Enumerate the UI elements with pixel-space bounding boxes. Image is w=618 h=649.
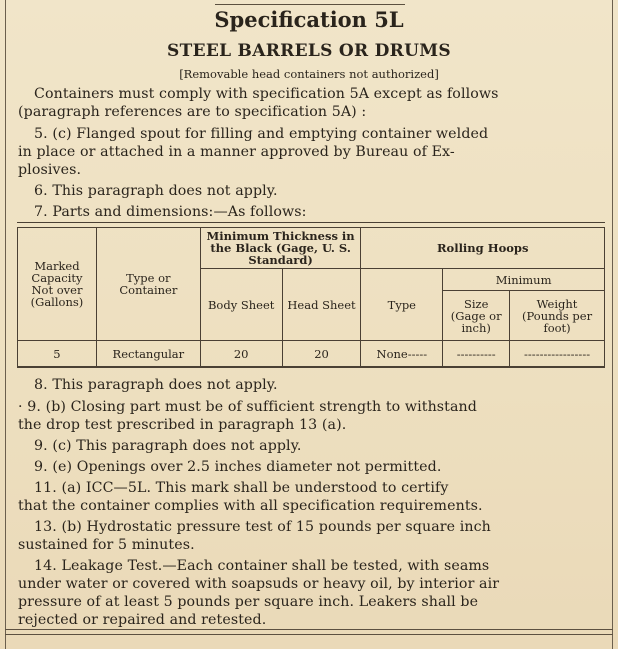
- paragraph-9e: 9. (e) Openings over 2.5 inches diameter not permitted.: [34, 459, 442, 475]
- paragraph-5c-line-1: 5. (c) Flanged spout for filling and emptying container welded: [34, 126, 489, 142]
- dimensions-table: [17, 227, 605, 367]
- paragraph-11a-line-2: that the container complies with all specification requirements.: [18, 498, 483, 514]
- paragraph-5c-line-3: plosives.: [18, 162, 82, 178]
- paragraph-13b-line-2: sustained for 5 minutes.: [18, 537, 195, 553]
- paragraph-8: 8. This paragraph does not apply.: [34, 377, 278, 393]
- paragraph-14-line-2: under water or covered with soapsuds or heavy oil, by interior air: [18, 576, 500, 592]
- header-weight: Weight (Pounds per foot): [510, 291, 605, 341]
- cell-head-sheet: 20: [282, 341, 361, 367]
- table-top-rule: [17, 222, 605, 223]
- paragraph-11a-line-1: 11. (a) ICC—5L. This mark shall be understood to certify: [34, 480, 449, 496]
- paragraph-5c-line-2: in place or attached in a manner approved by Bureau of Ex-: [18, 144, 455, 160]
- paragraph-9b-line-2: the drop test prescribed in paragraph 13 (a).: [18, 417, 347, 433]
- right-border-rule: [612, 0, 613, 649]
- cell-hoop-type: None-----: [361, 341, 443, 367]
- table-bottom-rule: [17, 366, 605, 368]
- header-type-container: Type or Container: [96, 228, 200, 341]
- title-rule: [215, 4, 405, 5]
- left-border-rule: [5, 0, 6, 649]
- header-capacity: Marked Capacity Not over (Gallons): [18, 228, 97, 341]
- header-hoop-type: Type: [361, 269, 443, 341]
- intro-line-1: Containers must comply with specification 5A except as follows: [34, 86, 499, 102]
- bottom-border-rule-1: [5, 629, 613, 630]
- header-rolling-hoops: Rolling Hoops: [361, 228, 605, 269]
- cell-weight: -----------------: [510, 341, 605, 367]
- bottom-border-rule-2: [5, 634, 613, 635]
- table-row: [18, 341, 605, 367]
- cell-size: ----------: [443, 341, 510, 367]
- header-head-sheet: Head Sheet: [282, 269, 361, 341]
- header-minimum: Minimum: [443, 269, 605, 291]
- header-min-thickness: Minimum Thickness in the Black (Gage, U. S. Standard): [200, 228, 361, 269]
- paragraph-14-line-3: pressure of at least 5 pounds per square inch. Leakers shall be: [18, 594, 479, 610]
- paragraph-9b-line-1: · 9. (b) Closing part must be of sufficient strength to withstand: [18, 399, 477, 415]
- page-note: [Removable head containers not authorized]: [179, 67, 439, 81]
- paragraph-14-line-4: rejected or repaired and retested.: [18, 612, 267, 628]
- intro-line-2: (paragraph references are to specification 5A) :: [18, 104, 367, 120]
- paragraph-14-line-1: 14. Leakage Test.—Each container shall be tested, with seams: [34, 558, 490, 574]
- cell-capacity: 5: [18, 341, 97, 367]
- paragraph-9c: 9. (c) This paragraph does not apply.: [34, 438, 302, 454]
- paragraph-13b-line-1: 13. (b) Hydrostatic pressure test of 15 pounds per square inch: [34, 519, 491, 535]
- page-title: Specification 5L: [214, 7, 404, 32]
- header-size: Size (Gage or inch): [443, 291, 510, 341]
- page-subtitle: STEEL BARRELS OR DRUMS: [167, 41, 451, 61]
- cell-body-sheet: 20: [200, 341, 282, 367]
- cell-type-container: Rectangular: [96, 341, 200, 367]
- paragraph-6: 6. This paragraph does not apply.: [34, 183, 278, 199]
- header-body-sheet: Body Sheet: [200, 269, 282, 341]
- paragraph-7: 7. Parts and dimensions:—As follows:: [34, 204, 307, 220]
